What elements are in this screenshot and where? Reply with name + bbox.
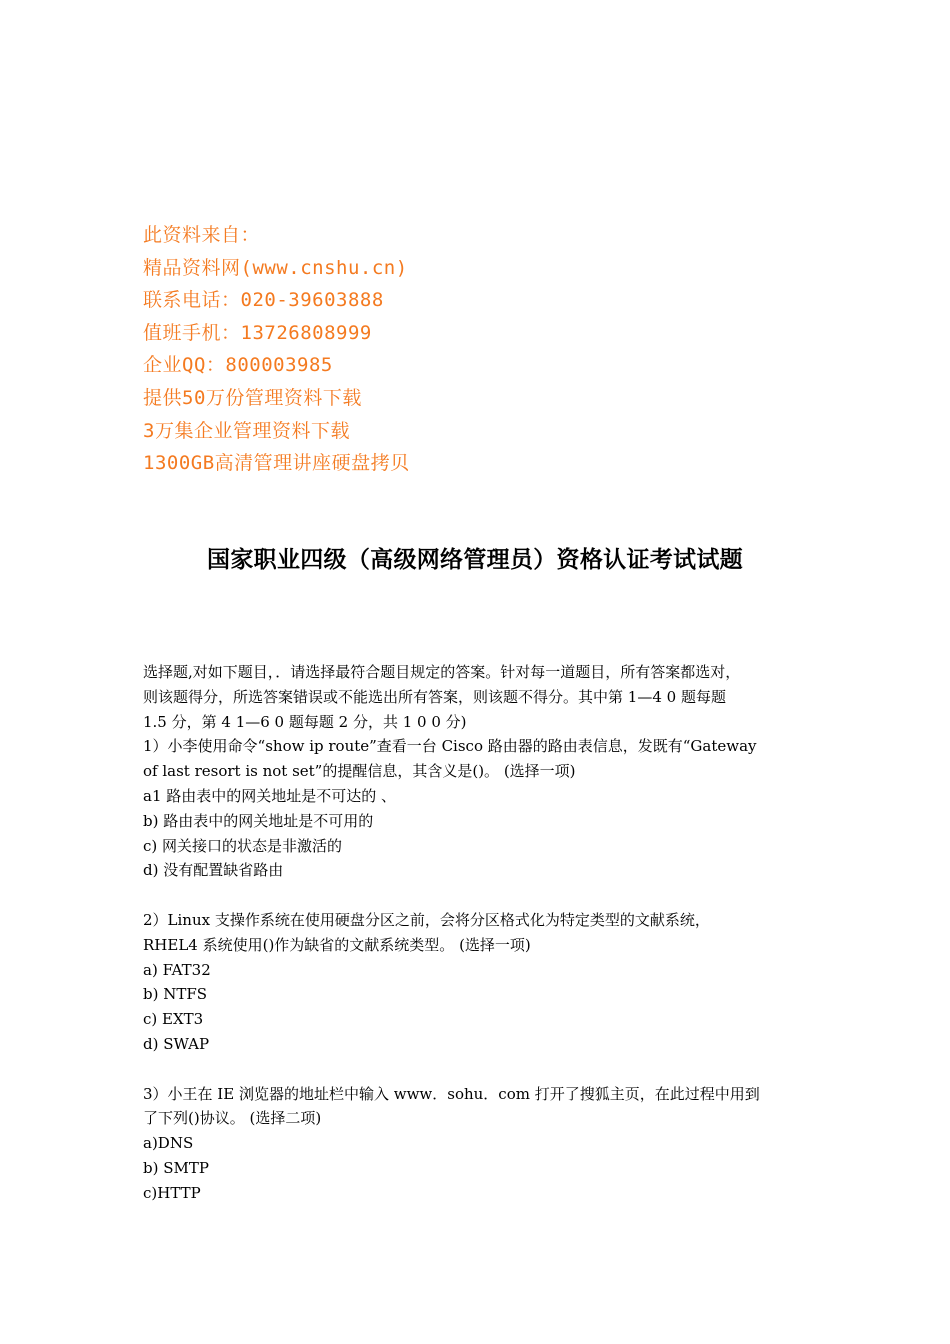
answer-option: c)HTTP bbox=[143, 1183, 201, 1202]
answer-option: a1 路由表中的网关地址是不可达的 、 bbox=[143, 786, 397, 805]
promo-line: 提供50万份管理资料下载 bbox=[143, 386, 362, 409]
answer-option: c) EXT3 bbox=[143, 1010, 204, 1029]
answer-option: a) FAT32 bbox=[143, 960, 211, 979]
promo-line: 3万集企业管理资料下载 bbox=[143, 419, 350, 442]
instructions bbox=[143, 660, 833, 734]
answer-option: b) 路由表中的网关地址是不可用的 bbox=[143, 811, 374, 830]
document-title: 国家职业四级（高级网络管理员）资格认证考试试题 bbox=[207, 547, 743, 573]
promo-line: 1300GB高清管理讲座硬盘拷贝 bbox=[143, 452, 410, 475]
instruction-line: 1.5 分，第 4 1—6 0 题每题 2 分，共 1 0 0 分) bbox=[143, 712, 467, 731]
answer-option: b) NTFS bbox=[143, 985, 208, 1004]
instruction-line: 选择题,对如下题目，．请选择最符合题目规定的答案。针对每一道题目，所有答案都选对， bbox=[143, 663, 741, 681]
answer-option: b) SMTP bbox=[143, 1158, 209, 1177]
question-2 bbox=[143, 908, 833, 1057]
instruction-line: 则该题得分，所选答案错误或不能选出所有答案，则该题不得分。其中第 1—4 0 题每题 bbox=[143, 687, 726, 706]
paragraph-gap bbox=[143, 883, 833, 908]
answer-option: a)DNS bbox=[143, 1134, 194, 1153]
question-stem: of last resort is not set”的提醒信息，其含义是()。 (选择一项) bbox=[143, 762, 576, 781]
promo-block bbox=[143, 219, 663, 480]
answer-option: d) 没有配置缺省路由 bbox=[143, 861, 284, 880]
question-3 bbox=[143, 1082, 833, 1206]
question-stem: 了下列()协议。 (选择二项) bbox=[143, 1109, 322, 1128]
question-stem: 3）小王在 IE 浏览器的地址栏中输入 www．sohu．com 打开了搜狐主页，在此过程中用到 bbox=[143, 1084, 760, 1103]
promo-line: 企业QQ：800003985 bbox=[143, 354, 333, 377]
paragraph-gap bbox=[143, 1057, 833, 1082]
promo-line: 联系电话：020-39603888 bbox=[143, 289, 384, 312]
promo-line: 此资料来自： bbox=[143, 224, 261, 246]
answer-option: d) SWAP bbox=[143, 1034, 210, 1053]
question-stem: 1）小李使用命令“show ip route”查看一台 Cisco 路由器的路由表信息，发既有“Gateway bbox=[143, 737, 757, 756]
promo-line: 值班手机：13726808999 bbox=[143, 321, 372, 344]
question-stem: RHEL4 系统使用()作为缺省的文献系统类型。 (选择一项) bbox=[143, 935, 531, 954]
answer-option: c) 网关接口的状态是非激活的 bbox=[143, 836, 343, 855]
question-stem: 2）Linux 支操作系统在使用硬盘分区之前，会将分区格式化为特定类型的文献系统， bbox=[143, 910, 710, 929]
question-1 bbox=[143, 734, 833, 883]
promo-line: 精品资料网(www.cnshu.cn) bbox=[143, 256, 408, 279]
exam-body bbox=[143, 660, 833, 1206]
